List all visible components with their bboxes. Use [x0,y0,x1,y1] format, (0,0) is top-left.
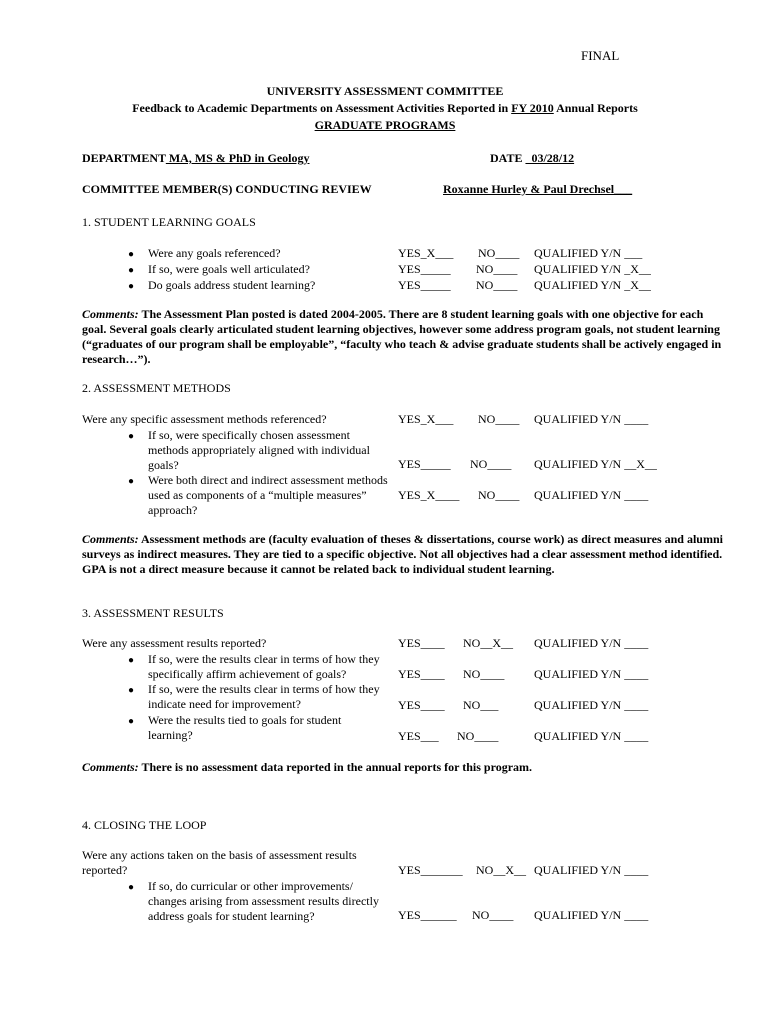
department-line [82,151,309,166]
subtitle-part-a: Feedback to Academic Departments on Assessment Activities Reported in [132,101,512,115]
s2-qualified-3: QUALIFIED Y/N ____ [534,488,649,502]
s1-comments-label: Comments: [82,307,139,321]
s2-yes-2: YES_____ [398,457,451,471]
s3-qualified-4: QUALIFIED Y/N ____ [534,729,649,743]
s1-no-2: NO____ [476,262,518,276]
s3-no-1: NO__X__ [463,636,513,650]
bullet-icon: ● [128,249,135,260]
s2-no-1: NO____ [478,412,520,426]
final-label: FINAL [581,48,620,63]
s2-comments-label: Comments: [82,532,139,546]
s2-yes-1: YES_X___ [398,412,454,426]
bullet-icon: ● [128,265,135,276]
fiscal-year: FY 2010 [511,101,554,115]
s2-bullet-1: If so, were specifically chosen assessment methods appropriately aligned with individual goals? [148,428,370,472]
s4-intro: Were any actions taken on the basis of assessment results reported? [82,848,357,877]
s4-qualified-1: QUALIFIED Y/N ____ [534,863,649,877]
s3-qualified-2: QUALIFIED Y/N ____ [534,667,649,681]
s2-comments [82,532,727,577]
s2-yes-3: YES_X____ [398,488,460,502]
s1-yes-2: YES_____ [398,262,451,276]
s3-yes-3: YES____ [398,698,445,712]
bullet-icon: ● [128,431,135,442]
s4-yes-1: YES_______ [398,863,463,877]
s1-qualified-1: QUALIFIED Y/N ___ [534,246,643,260]
s3-no-3: NO___ [463,698,499,712]
bullet-icon: ● [128,882,135,893]
section1-heading: 1. STUDENT LEARNING GOALS [82,215,256,229]
bullet-icon: ● [128,716,135,727]
s3-comments-text: There is no assessment data reported in the annual reports for this program. [141,760,533,774]
s3-bullet-1: If so, were the results clear in terms of how they specifically affirm achievement of goals? [148,652,380,681]
s1-yes-3: YES_____ [398,278,451,292]
s2-comments-text: Assessment methods are (faculty evaluation of theses & dissertations, course work) as direct measures and alumni surveys as indirect measures. They are tied to a specific objective. Not all objectives had a clear assessment method identified. GPA is not a direct measure because it cannot be related back to individual student learning. [82,532,723,576]
bullet-icon: ● [128,281,135,292]
committee-label: COMMITTEE MEMBER(S) CONDUCTING REVIEW [82,182,372,196]
s1-question-2: If so, were goals well articulated? [148,262,310,276]
s3-no-2: NO____ [463,667,505,681]
s4-yes-2: YES______ [398,908,457,922]
report-subtitle [0,101,770,116]
committee-title: UNIVERSITY ASSESSMENT COMMITTEE [266,84,504,98]
section4-heading: 4. CLOSING THE LOOP [82,818,207,832]
bullet-icon: ● [128,655,135,666]
s1-question-1: Were any goals referenced? [148,246,281,260]
s2-qualified-1: QUALIFIED Y/N ____ [534,412,649,426]
s1-yes-1: YES_X___ [398,246,454,260]
s2-intro: Were any specific assessment methods referenced? [82,412,327,426]
s3-comments-label: Comments: [82,760,139,774]
s3-qualified-3: QUALIFIED Y/N ____ [534,698,649,712]
subtitle-part-b: Annual Reports [553,101,638,115]
s1-no-1: NO____ [478,246,520,260]
bullet-icon: ● [128,685,135,696]
s3-yes-1: YES____ [398,636,445,650]
bullet-icon: ● [128,476,135,487]
department-label: DEPARTMENT [82,151,166,165]
s4-no-2: NO____ [472,908,514,922]
date-line [490,151,574,166]
s3-intro: Were any assessment results reported? [82,636,267,650]
section3-heading: 3. ASSESSMENT RESULTS [82,606,224,620]
s2-qualified-2: QUALIFIED Y/N __X__ [534,457,657,471]
s2-no-3: NO____ [478,488,520,502]
s4-qualified-2: QUALIFIED Y/N ____ [534,908,649,922]
committee-members: Roxanne Hurley & Paul Drechsel___ [443,182,633,196]
s1-qualified-2: QUALIFIED Y/N _X__ [534,262,651,276]
s4-bullet-1: If so, do curricular or other improvements/ changes arising from assessment results directly address goals for student learning? [148,879,379,923]
s3-qualified-1: QUALIFIED Y/N ____ [534,636,649,650]
s2-bullet-2: Were both direct and indirect assessment methods used as components of a “multiple measures” approach? [148,473,388,517]
s1-comments-text: The Assessment Plan posted is dated 2004-2005. There are 8 student learning goals with one objective for each goal. Several goals clearly articulated student learning objectives, however some address program goals, not student learning (“graduates of our program shall be employable”, “faculty who teach & advise graduate students shall be actively engaged in research…”). [82,307,722,366]
s1-no-3: NO____ [476,278,518,292]
date-value: 03/28/12 [525,151,575,165]
s3-bullet-3: Were the results tied to goals for student learning? [148,713,342,742]
s3-comments [82,760,727,775]
s4-no-1: NO__X__ [476,863,526,877]
section2-heading: 2. ASSESSMENT METHODS [82,381,231,395]
s1-qualified-3: QUALIFIED Y/N _X__ [534,278,651,292]
s2-no-2: NO____ [470,457,512,471]
s3-bullet-2: If so, were the results clear in terms of how they indicate need for improvement? [148,682,380,711]
program-level: GRADUATE PROGRAMS [314,118,456,132]
date-label: DATE [490,151,523,165]
s3-yes-2: YES____ [398,667,445,681]
department-value: MA, MS & PhD in Geology [165,151,310,165]
s3-yes-4: YES___ [398,729,439,743]
s1-question-3: Do goals address student learning? [148,278,316,292]
s3-no-4: NO____ [457,729,499,743]
s1-comments [82,307,727,367]
